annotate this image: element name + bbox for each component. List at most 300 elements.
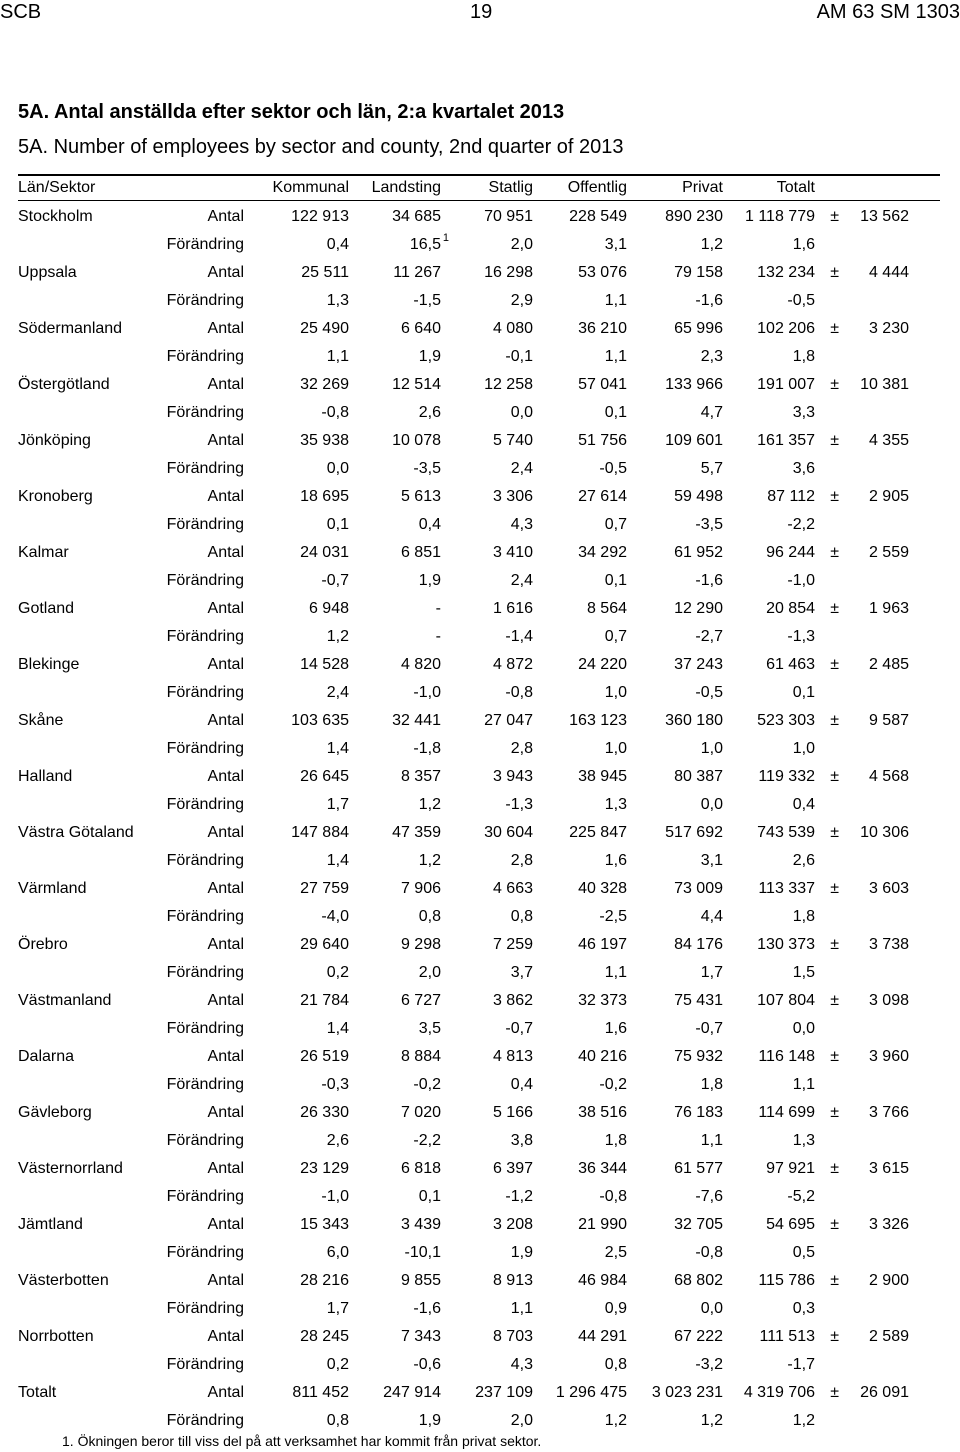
row-label-forandring: Förändring [166, 1132, 244, 1149]
antal-cell: 113 337 [758, 880, 815, 897]
change-cell: 1,6 [792, 236, 815, 253]
change-cell: 1,2 [700, 1412, 723, 1429]
county-name: Stockholm [18, 208, 93, 225]
antal-cell: 3 023 231 [651, 1384, 723, 1401]
row-label-antal: Antal [207, 1328, 244, 1345]
county-name: Västernorrland [18, 1160, 123, 1177]
margin-of-error: 4 444 [868, 264, 909, 281]
antal-cell: 360 180 [665, 712, 723, 729]
antal-cell: 890 230 [665, 208, 723, 225]
change-cell: 3,8 [510, 1132, 533, 1149]
antal-cell: 14 528 [300, 656, 349, 673]
margin-of-error: 3 960 [868, 1048, 909, 1065]
antal-cell: 30 604 [484, 824, 533, 841]
change-cell: 0,0 [700, 796, 723, 813]
change-cell: 0,4 [792, 796, 815, 813]
change-cell: 0,8 [326, 1412, 349, 1429]
antal-cell: 523 303 [757, 712, 815, 729]
plus-minus-sign: ± [830, 208, 839, 225]
antal-cell: - [435, 600, 441, 617]
change-cell: 16,5 [409, 236, 441, 253]
change-cell: 1,2 [700, 236, 723, 253]
change-cell: 4,3 [510, 516, 533, 533]
margin-of-error: 10 306 [860, 824, 909, 841]
row-label-forandring: Förändring [166, 684, 244, 701]
antal-cell: 4 663 [492, 880, 533, 897]
change-cell: 1,1 [604, 292, 627, 309]
antal-cell: 47 359 [392, 824, 441, 841]
change-cell: -1,0 [321, 1188, 349, 1205]
antal-cell: 79 158 [674, 264, 723, 281]
change-cell: 1,2 [604, 1412, 627, 1429]
antal-cell: 24 220 [578, 656, 627, 673]
antal-cell: 3 943 [492, 768, 533, 785]
margin-of-error: 10 381 [860, 376, 909, 393]
antal-cell: 7 343 [400, 1328, 441, 1345]
change-cell: -7,6 [695, 1188, 723, 1205]
row-label-forandring: Förändring [166, 516, 244, 533]
change-cell: 1,3 [604, 796, 627, 813]
row-label-antal: Antal [207, 936, 244, 953]
change-cell: -1,4 [505, 628, 533, 645]
change-cell: -1,6 [695, 292, 723, 309]
change-cell: 1,2 [326, 628, 349, 645]
antal-cell: 115 786 [758, 1272, 815, 1289]
antal-cell: 3 306 [492, 488, 533, 505]
county-name: Västerbotten [18, 1272, 109, 1289]
row-label-forandring: Förändring [166, 1020, 244, 1037]
change-cell: 1,9 [418, 1412, 441, 1429]
antal-cell: 32 705 [674, 1216, 723, 1233]
change-cell: -10,1 [404, 1244, 441, 1261]
change-cell: 1,9 [418, 348, 441, 365]
antal-cell: 114 699 [758, 1104, 815, 1121]
antal-cell: 59 498 [674, 488, 723, 505]
antal-cell: 76 183 [674, 1104, 723, 1121]
row-label-antal: Antal [207, 656, 244, 673]
antal-cell: 67 222 [674, 1328, 723, 1345]
antal-cell: 6 640 [400, 320, 441, 337]
change-cell: 2,0 [510, 1412, 533, 1429]
change-cell: 1,1 [510, 1300, 533, 1317]
antal-cell: 53 076 [578, 264, 627, 281]
margin-of-error: 13 562 [860, 208, 909, 225]
antal-cell: 8 884 [400, 1048, 441, 1065]
change-cell: 3,7 [510, 964, 533, 981]
row-label-forandring: Förändring [166, 1076, 244, 1093]
page-number: 19 [470, 1, 493, 23]
change-cell: 5,7 [700, 460, 723, 477]
antal-cell: 70 951 [484, 208, 533, 225]
row-label-forandring: Förändring [166, 1188, 244, 1205]
antal-cell: 75 431 [674, 992, 723, 1009]
change-cell: -4,0 [321, 908, 349, 925]
antal-cell: 517 692 [665, 824, 723, 841]
antal-cell: 116 148 [758, 1048, 815, 1065]
change-cell: -2,2 [787, 516, 815, 533]
antal-cell: 75 932 [674, 1048, 723, 1065]
antal-cell: 247 914 [383, 1384, 441, 1401]
change-cell: 1,1 [700, 1132, 723, 1149]
column-header-offentlig: Offentlig [567, 179, 627, 196]
antal-cell: 54 695 [766, 1216, 815, 1233]
antal-cell: 36 344 [578, 1160, 627, 1177]
antal-cell: 6 851 [400, 544, 441, 561]
plus-minus-sign: ± [830, 1160, 839, 1177]
antal-cell: 40 216 [578, 1048, 627, 1065]
change-cell: 0,9 [604, 1300, 627, 1317]
antal-cell: 191 007 [757, 376, 815, 393]
change-cell: 1,5 [792, 964, 815, 981]
margin-of-error: 9 587 [868, 712, 909, 729]
county-name: Kalmar [18, 544, 69, 561]
antal-cell: 12 514 [392, 376, 441, 393]
antal-cell: 34 292 [578, 544, 627, 561]
change-cell: 0,0 [700, 1300, 723, 1317]
change-cell: 1,9 [418, 572, 441, 589]
change-cell: 0,8 [510, 908, 533, 925]
antal-cell: 44 291 [578, 1328, 627, 1345]
plus-minus-sign: ± [830, 1216, 839, 1233]
change-cell: -1,5 [413, 292, 441, 309]
plus-minus-sign: ± [830, 320, 839, 337]
antal-cell: 35 938 [300, 432, 349, 449]
row-label-forandring: Förändring [166, 236, 244, 253]
row-label-forandring: Förändring [166, 1412, 244, 1429]
antal-cell: 57 041 [578, 376, 627, 393]
change-cell: -0,7 [695, 1020, 723, 1037]
change-cell: 1,3 [326, 292, 349, 309]
antal-cell: 4 872 [492, 656, 533, 673]
change-cell: 1,2 [418, 852, 441, 869]
antal-cell: 27 047 [484, 712, 533, 729]
county-name: Gotland [18, 600, 75, 617]
row-label-antal: Antal [207, 1272, 244, 1289]
change-cell: -2,2 [413, 1132, 441, 1149]
change-cell: 0,1 [418, 1188, 441, 1205]
change-cell: 2,0 [418, 964, 441, 981]
antal-cell: 26 645 [300, 768, 349, 785]
margin-of-error: 2 905 [868, 488, 909, 505]
antal-cell: 6 727 [400, 992, 441, 1009]
change-cell: 0,0 [792, 1020, 815, 1037]
row-label-antal: Antal [207, 600, 244, 617]
county-name: Blekinge [18, 656, 80, 673]
change-cell: -3,5 [695, 516, 723, 533]
change-cell: 1,1 [604, 348, 627, 365]
change-cell: 1,7 [700, 964, 723, 981]
antal-cell: 15 343 [300, 1216, 349, 1233]
table-title-english: 5A. Number of employees by sector and county, 2nd quarter of 2013 [18, 136, 624, 158]
antal-cell: 21 784 [300, 992, 349, 1009]
antal-cell: 237 109 [475, 1384, 533, 1401]
change-cell: -0,5 [787, 292, 815, 309]
change-cell: -1,0 [787, 572, 815, 589]
row-label-antal: Antal [207, 768, 244, 785]
antal-cell: 16 298 [484, 264, 533, 281]
antal-cell: 225 847 [569, 824, 627, 841]
row-label-antal: Antal [207, 376, 244, 393]
column-header-kommunal: Kommunal [272, 179, 349, 196]
antal-cell: 109 601 [665, 432, 723, 449]
row-label-antal: Antal [207, 1104, 244, 1121]
county-name: Halland [18, 768, 73, 785]
antal-cell: 28 245 [300, 1328, 349, 1345]
antal-cell: 32 373 [578, 992, 627, 1009]
margin-of-error: 3 098 [868, 992, 909, 1009]
antal-cell: 130 373 [757, 936, 815, 953]
change-cell: -1,0 [413, 684, 441, 701]
antal-cell: 73 009 [674, 880, 723, 897]
antal-cell: 743 539 [757, 824, 815, 841]
row-label-forandring: Förändring [166, 292, 244, 309]
row-label-antal: Antal [207, 1160, 244, 1177]
margin-of-error: 26 091 [860, 1384, 909, 1401]
antal-cell: 25 511 [301, 264, 349, 281]
antal-cell: 7 259 [492, 936, 533, 953]
antal-cell: 8 913 [492, 1272, 533, 1289]
antal-cell: 28 216 [300, 1272, 349, 1289]
change-cell: -0,5 [599, 460, 627, 477]
footnote-marker: 1 [442, 232, 449, 244]
plus-minus-sign: ± [830, 712, 839, 729]
antal-cell: 27 759 [300, 880, 349, 897]
change-cell: 1,6 [604, 852, 627, 869]
plus-minus-sign: ± [830, 1048, 839, 1065]
change-cell: 2,6 [792, 852, 815, 869]
change-cell: -2,5 [599, 908, 627, 925]
change-cell: 0,2 [326, 964, 349, 981]
plus-minus-sign: ± [830, 936, 839, 953]
change-cell: -0,8 [599, 1188, 627, 1205]
change-cell: 3,5 [418, 1020, 441, 1037]
row-label-antal: Antal [207, 1384, 244, 1401]
change-cell: 1,0 [604, 740, 627, 757]
antal-cell: 37 243 [674, 656, 723, 673]
row-label-antal: Antal [207, 992, 244, 1009]
antal-cell: 40 328 [578, 880, 627, 897]
change-cell: 0,7 [604, 628, 627, 645]
change-cell: 0,1 [792, 684, 815, 701]
antal-cell: 103 635 [291, 712, 349, 729]
margin-of-error: 3 603 [868, 880, 909, 897]
antal-cell: 8 703 [492, 1328, 533, 1345]
change-cell: 2,4 [326, 684, 349, 701]
antal-cell: 1 296 475 [555, 1384, 627, 1401]
change-cell: -0,8 [505, 684, 533, 701]
antal-cell: 51 756 [578, 432, 627, 449]
plus-minus-sign: ± [830, 1384, 839, 1401]
change-cell: 0,8 [604, 1356, 627, 1373]
row-label-antal: Antal [207, 880, 244, 897]
column-header-statlig: Statlig [488, 179, 533, 196]
change-cell: -0,1 [505, 348, 533, 365]
change-cell: 1,9 [510, 1244, 533, 1261]
change-cell: -3,2 [695, 1356, 723, 1373]
antal-cell: 25 490 [300, 320, 349, 337]
county-name: Kronoberg [18, 488, 93, 505]
change-cell: -5,2 [787, 1188, 815, 1205]
change-cell: 2,3 [700, 348, 723, 365]
antal-cell: 38 945 [578, 768, 627, 785]
change-cell: -1,6 [413, 1300, 441, 1317]
row-label-antal: Antal [207, 208, 244, 225]
change-cell: 1,2 [418, 796, 441, 813]
change-cell: 2,4 [510, 572, 533, 589]
plus-minus-sign: ± [830, 992, 839, 1009]
change-cell: -1,7 [787, 1356, 815, 1373]
antal-cell: 119 332 [758, 768, 815, 785]
change-cell: 0,1 [326, 516, 349, 533]
margin-of-error: 1 963 [868, 600, 909, 617]
change-cell: 1,4 [326, 740, 349, 757]
county-name: Totalt [18, 1384, 57, 1401]
plus-minus-sign: ± [830, 544, 839, 561]
antal-cell: 80 387 [674, 768, 723, 785]
antal-cell: 32 441 [392, 712, 441, 729]
change-cell: -1,3 [505, 796, 533, 813]
row-label-forandring: Förändring [166, 572, 244, 589]
change-cell: 0,4 [510, 1076, 533, 1093]
plus-minus-sign: ± [830, 264, 839, 281]
county-name: Jönköping [18, 432, 91, 449]
antal-cell: 3 208 [492, 1216, 533, 1233]
antal-cell: 12 290 [674, 600, 723, 617]
antal-cell: 1 616 [492, 600, 533, 617]
change-cell: - [435, 628, 441, 645]
row-label-forandring: Förändring [166, 460, 244, 477]
antal-cell: 9 855 [400, 1272, 441, 1289]
antal-cell: 6 397 [492, 1160, 533, 1177]
column-header-landsting: Landsting [371, 179, 441, 196]
row-label-antal: Antal [207, 1048, 244, 1065]
change-cell: 1,2 [792, 1412, 815, 1429]
column-header-lan-sektor: Län/Sektor [18, 179, 96, 196]
change-cell: -1,2 [505, 1188, 533, 1205]
county-name: Västra Götaland [18, 824, 134, 841]
county-name: Gävleborg [18, 1104, 92, 1121]
antal-cell: 7 906 [400, 880, 441, 897]
change-cell: 1,0 [792, 740, 815, 757]
change-cell: -1,3 [787, 628, 815, 645]
change-cell: -1,8 [413, 740, 441, 757]
margin-of-error: 3 326 [868, 1216, 909, 1233]
antal-cell: 87 112 [767, 488, 815, 505]
county-name: Södermanland [18, 320, 123, 337]
plus-minus-sign: ± [830, 600, 839, 617]
change-cell: 1,8 [604, 1132, 627, 1149]
antal-cell: 36 210 [578, 320, 627, 337]
margin-of-error: 4 355 [868, 432, 909, 449]
change-cell: 0,2 [326, 1356, 349, 1373]
change-cell: -0,7 [321, 572, 349, 589]
change-cell: 0,7 [604, 516, 627, 533]
row-label-forandring: Förändring [166, 348, 244, 365]
footnote: 1. Ökningen beror till viss del på att verksamhet har kommit från privat sektor. [62, 1433, 542, 1449]
antal-cell: 8 564 [586, 600, 627, 617]
antal-cell: 26 330 [300, 1104, 349, 1121]
margin-of-error: 2 485 [868, 656, 909, 673]
change-cell: 2,4 [510, 460, 533, 477]
antal-cell: 811 452 [292, 1384, 349, 1401]
antal-cell: 3 439 [400, 1216, 441, 1233]
antal-cell: 96 244 [766, 544, 815, 561]
antal-cell: 97 921 [766, 1160, 815, 1177]
row-label-forandring: Förändring [166, 1356, 244, 1373]
change-cell: 2,0 [510, 236, 533, 253]
row-label-antal: Antal [207, 712, 244, 729]
change-cell: 3,1 [604, 236, 627, 253]
change-cell: 1,8 [792, 908, 815, 925]
change-cell: 4,3 [510, 1356, 533, 1373]
plus-minus-sign: ± [830, 656, 839, 673]
county-name: Skåne [18, 712, 64, 729]
antal-cell: 27 614 [578, 488, 627, 505]
antal-cell: 3 862 [492, 992, 533, 1009]
margin-of-error: 3 230 [868, 320, 909, 337]
antal-cell: 18 695 [300, 488, 349, 505]
antal-cell: 4 820 [400, 656, 441, 673]
plus-minus-sign: ± [830, 1104, 839, 1121]
change-cell: 4,7 [700, 404, 723, 421]
antal-cell: 38 516 [578, 1104, 627, 1121]
row-label-forandring: Förändring [166, 964, 244, 981]
antal-cell: 133 966 [665, 376, 723, 393]
change-cell: -0,2 [413, 1076, 441, 1093]
antal-cell: 132 234 [757, 264, 815, 281]
antal-cell: 20 854 [766, 600, 815, 617]
antal-cell: 147 884 [291, 824, 349, 841]
antal-cell: 21 990 [578, 1216, 627, 1233]
change-cell: 1,1 [326, 348, 349, 365]
antal-cell: 228 549 [569, 208, 627, 225]
plus-minus-sign: ± [830, 376, 839, 393]
row-label-antal: Antal [207, 432, 244, 449]
antal-cell: 7 020 [400, 1104, 441, 1121]
antal-cell: 61 463 [766, 656, 815, 673]
change-cell: -0,5 [695, 684, 723, 701]
margin-of-error: 3 615 [868, 1160, 909, 1177]
antal-cell: 6 948 [308, 600, 349, 617]
change-cell: -3,5 [413, 460, 441, 477]
change-cell: 3,6 [792, 460, 815, 477]
county-name: Västmanland [18, 992, 112, 1009]
county-name: Örebro [18, 936, 68, 953]
antal-cell: 24 031 [300, 544, 349, 561]
change-cell: -0,8 [321, 404, 349, 421]
change-cell: 1,3 [792, 1132, 815, 1149]
antal-cell: 122 913 [291, 208, 349, 225]
row-label-forandring: Förändring [166, 628, 244, 645]
county-name: Dalarna [18, 1048, 75, 1065]
change-cell: 2,8 [510, 740, 533, 757]
plus-minus-sign: ± [830, 880, 839, 897]
margin-of-error: 3 766 [868, 1104, 909, 1121]
change-cell: 0,1 [604, 404, 627, 421]
plus-minus-sign: ± [830, 488, 839, 505]
change-cell: 1,8 [792, 348, 815, 365]
row-label-forandring: Förändring [166, 1300, 244, 1317]
change-cell: 3,3 [792, 404, 815, 421]
antal-cell: 46 984 [578, 1272, 627, 1289]
change-cell: 2,6 [326, 1132, 349, 1149]
row-label-antal: Antal [207, 488, 244, 505]
margin-of-error: 2 559 [868, 544, 909, 561]
row-label-antal: Antal [207, 544, 244, 561]
change-cell: 1,8 [700, 1076, 723, 1093]
antal-cell: 32 269 [300, 376, 349, 393]
row-label-forandring: Förändring [166, 852, 244, 869]
